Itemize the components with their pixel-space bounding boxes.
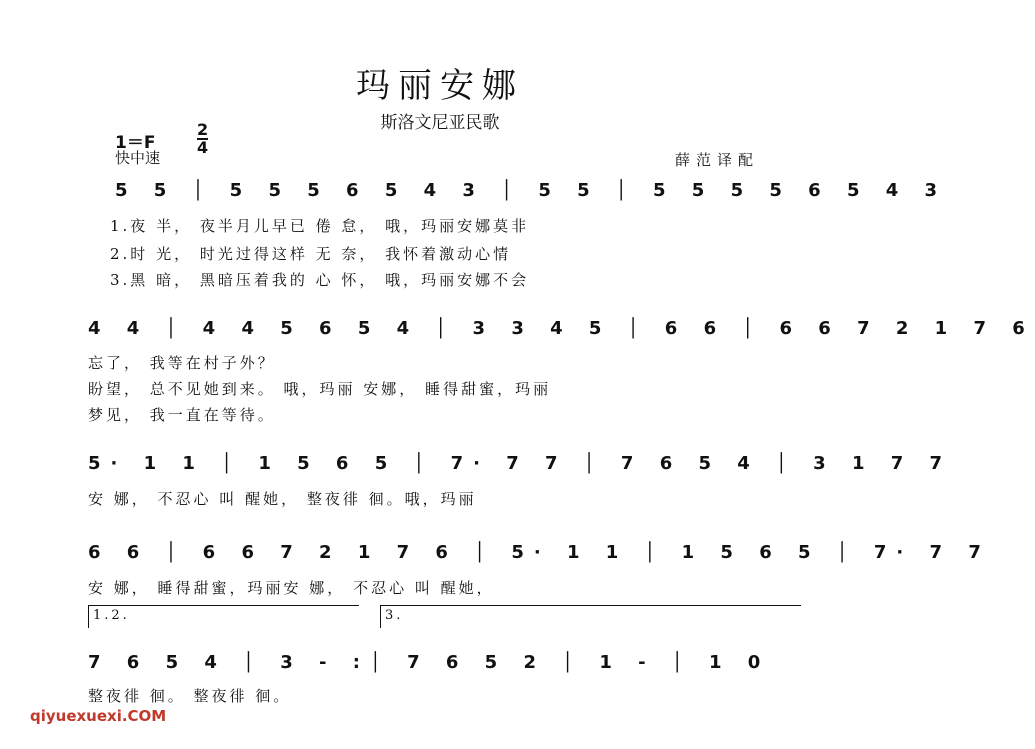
notation-row-1: 5 5 │ 5 5 5 6 5 4 3 │ 5 5 │ 5 5 5 5 6 5 4 3 <box>115 180 948 201</box>
key-signature: 1＝F <box>115 133 156 153</box>
notation-row-5: 7 6 5 4 │ 3 - :│ 7 6 5 2 │ 1 - │ 1 0 <box>88 652 771 673</box>
song-title: 玛丽安娜 <box>356 66 524 106</box>
lyric-row-5: 整夜徘 徊。 整夜徘 徊。 <box>88 687 292 705</box>
volta-bracket-2 <box>380 605 801 628</box>
site-watermark: qiyuexuexi.COM <box>30 707 167 725</box>
time-signature <box>197 122 208 156</box>
lyric-row-3: 安 娜， 不忍心 叫 醒她， 整夜徘 徊。哦，玛丽 <box>88 490 477 508</box>
volta-label-1: 1.2. <box>93 608 130 623</box>
lyric-row-1-verse-1: 1.夜 半， 夜半月儿早已 倦 怠， 哦，玛丽安娜莫非 <box>110 217 530 235</box>
lyric-row-2-verse-1: 忘了， 我等在村子外？ <box>88 354 276 372</box>
lyric-row-1-verse-2: 2.时 光， 时光过得这样 无 奈， 我怀着激动心情 <box>110 245 512 263</box>
meter-top: 2 <box>197 120 209 139</box>
volta-bracket-1 <box>88 605 359 628</box>
meter-bottom: 4 <box>197 138 209 157</box>
notation-row-2: 4 4 │ 4 4 5 6 5 4 │ 3 3 4 5 │ 6 6 │ 6 6 7 2 1 7 6 <box>88 318 1035 339</box>
song-subtitle: 斯洛文尼亚民歌 <box>380 113 500 133</box>
notation-row-3: 5· 1 1 │ 1 5 6 5 │ 7· 7 7 │ 7 6 5 4 │ 3 1 7 7 <box>88 453 953 474</box>
lyric-row-1-verse-3: 3.黑 暗， 黑暗压着我的 心 怀， 哦，玛丽安娜不会 <box>110 271 530 289</box>
notation-row-4: 6 6 │ 6 6 7 2 1 7 6 │ 5· 1 1 │ 1 5 6 5 │ 7· 7 7 <box>88 542 991 563</box>
lyric-row-2-verse-2: 盼望， 总不见她到来。 哦，玛丽 安娜， 睡得甜蜜，玛丽 <box>88 380 552 398</box>
tempo-marking: 快中速 <box>115 149 161 167</box>
volta-label-2: 3. <box>385 608 404 623</box>
arranger-credit: 薛范译配 <box>675 151 760 169</box>
lyric-row-2-verse-3: 梦见， 我一直在等待。 <box>88 406 276 424</box>
lyric-row-4: 安 娜， 睡得甜蜜，玛丽安 娜， 不忍心 叫 醒她， <box>88 579 495 597</box>
